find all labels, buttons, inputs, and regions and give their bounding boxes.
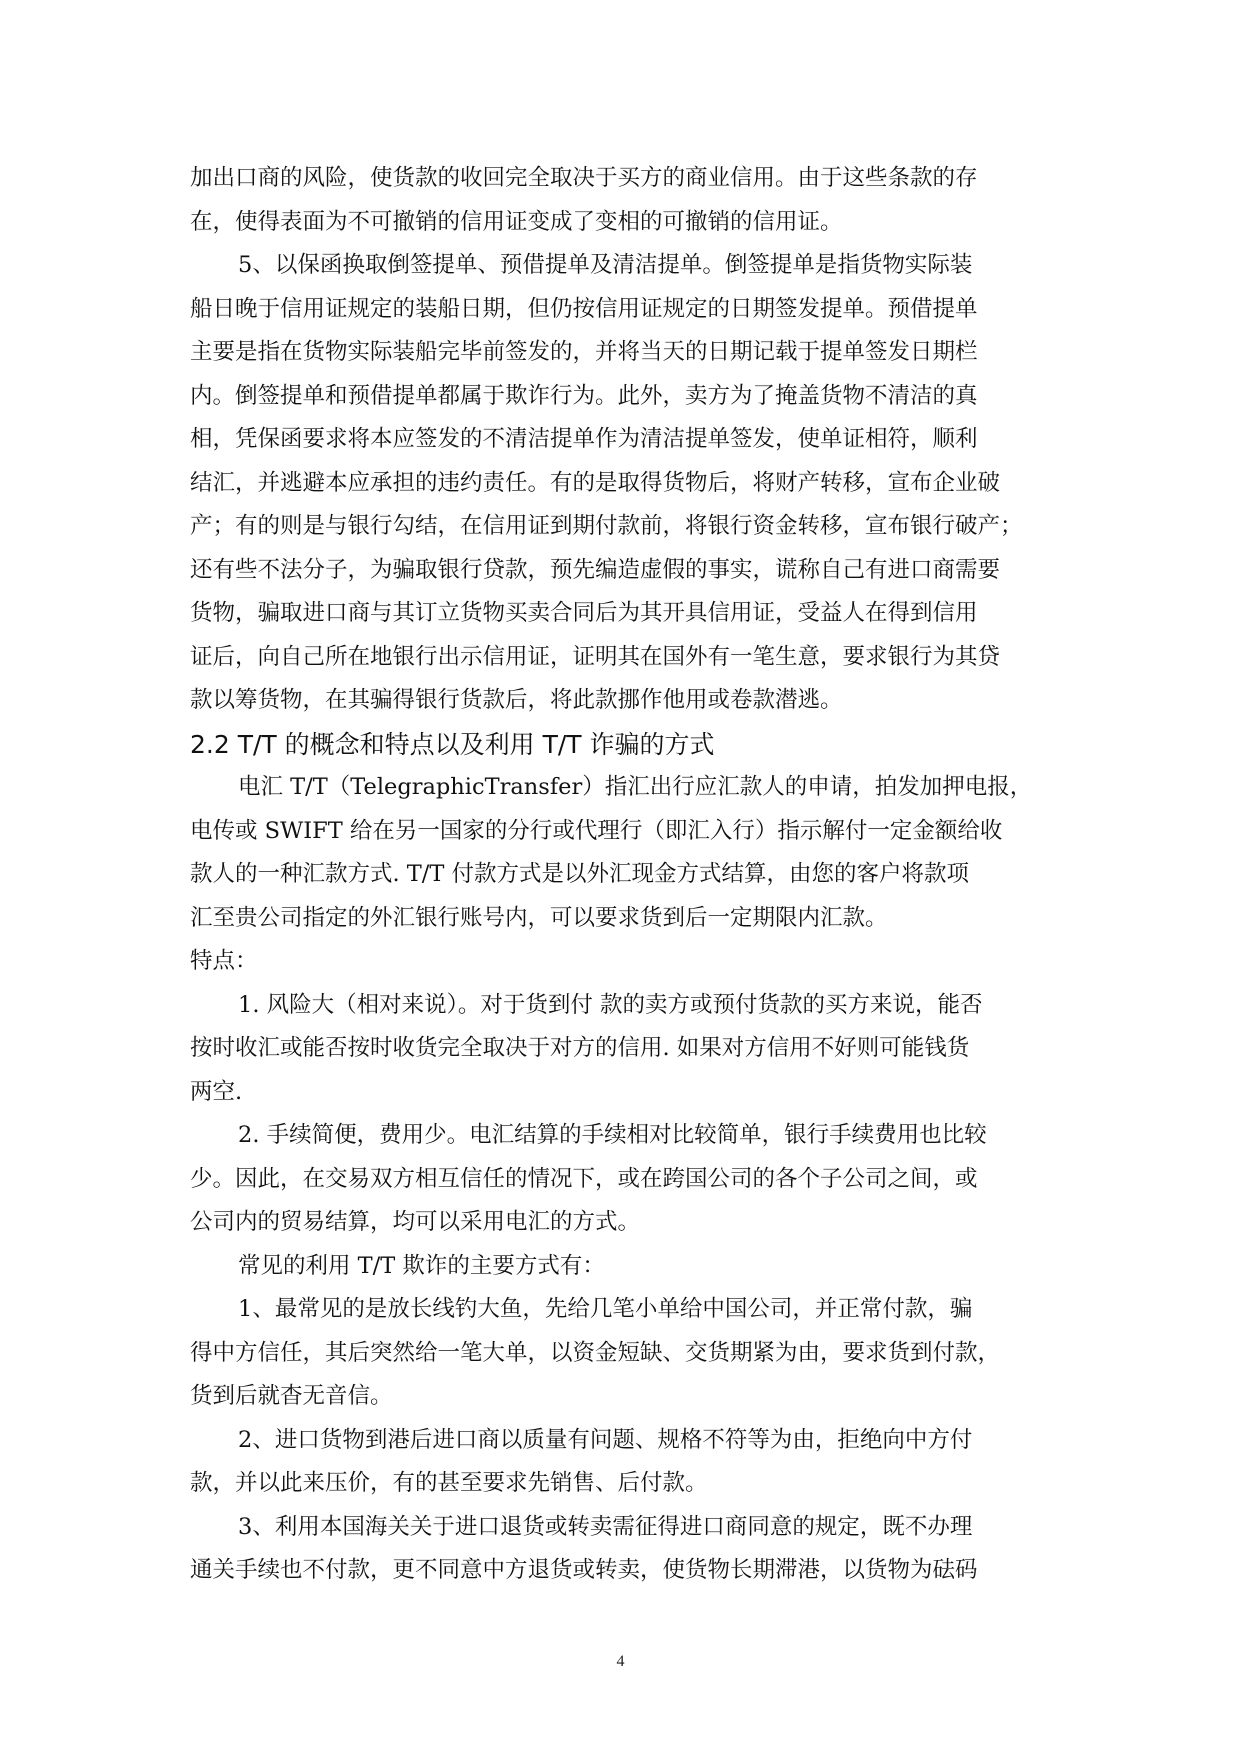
text-line: 相，凭保函要求将本应签发的不清洁提单作为清洁提单签发，使单证相符，顺利 xyxy=(190,426,978,452)
text-line: 通关手续也不付款，更不同意中方退货或转卖，使货物长期滞港，以货物为砝码 xyxy=(190,1557,978,1583)
paragraph-first-line: 1、最常见的是放长线钓大鱼，先给几笔小单给中国公司，并正常付款，骗 xyxy=(238,1296,973,1322)
paragraph-first-line: 3、利用本国海关关于进口退货或转卖需征得进口商同意的规定，既不办理 xyxy=(238,1513,973,1540)
text-line: 主要是指在货物实际装船完毕前签发的，并将当天的日期记载于提单签发日期栏 xyxy=(190,339,978,365)
text-line: 少。因此，在交易双方相互信任的情况下，或在跨国公司的各个子公司之间，或 xyxy=(190,1165,978,1192)
text-line: 汇至贵公司指定的外汇银行账号内，可以要求货到后一定期限内汇款。 xyxy=(190,904,888,931)
paragraph-first-line: 1. 风险大（相对来说）。对于货到付 款的卖方或预付货款的买方来说，能否 xyxy=(238,991,983,1018)
text-line: 款以筹货物，在其骗得银行货款后，将此款挪作他用或卷款潜逃。 xyxy=(190,687,843,713)
paragraph-first-line: 2. 手续简便，费用少。电汇结算的手续相对比较简单，银行手续费用也比较 xyxy=(238,1122,987,1148)
text-line: 证后，向自己所在地银行出示信用证，证明其在国外有一笔生意，要求银行为其贷 xyxy=(190,643,1001,670)
paragraph-first-line: 常见的利用 T/T 欺诈的主要方式有： xyxy=(238,1252,605,1279)
paragraph-first-line: 2、进口货物到港后进口商以质量有问题、规格不符等为由，拒绝向中方付 xyxy=(238,1426,973,1453)
text-line: 货物，骗取进口商与其订立货物买卖合同后为其开具信用证，受益人在得到信用 xyxy=(190,600,978,626)
text-line: 款人的一种汇款方式. T/T 付款方式是以外汇现金方式结算，由您的客户将款项 xyxy=(190,861,970,887)
text-line: 船日晚于信用证规定的装船日期，但仍按信用证规定的日期签发提单。预借提单 xyxy=(190,295,978,322)
text-line: 内。倒签提单和预借提单都属于欺诈行为。此外，卖方为了掩盖货物不清洁的真 xyxy=(190,382,978,409)
text-line: 电传或 SWIFT 给在另一国家的分行或代理行（即汇入行）指示解付一定金额给收 xyxy=(190,817,1003,844)
text-line: 在，使得表面为不可撤销的信用证变成了变相的可撤销的信用证。 xyxy=(190,208,843,235)
text-line: 产；有的则是与银行勾结，在信用证到期付款前，将银行资金转移，宣布银行破产； xyxy=(190,513,1023,539)
paragraph-first-line: 5、以保函换取倒签提单、预借提单及清洁提单。倒签提单是指货物实际装 xyxy=(238,252,973,278)
text-line: 按时收汇或能否按时收货完全取决于对方的信用. 如果对方信用不好则可能钱货 xyxy=(190,1035,970,1061)
paragraph-first-line: 电汇 T/T（TelegraphicTransfer）指汇出行应汇款人的申请，拍发加押电报， xyxy=(238,774,1033,800)
text-line: 还有些不法分子，为骗取银行贷款，预先编造虚假的事实，谎称自己有进口商需要 xyxy=(190,556,1001,583)
document-body xyxy=(190,157,1060,1593)
text-line: 公司内的贸易结算，均可以采用电汇的方式。 xyxy=(190,1209,641,1235)
section-heading: 2.2 T/T 的概念和特点以及利用 T/T 诈骗的方式 xyxy=(190,729,715,759)
page-number: 4 xyxy=(616,1653,625,1670)
text-line: 加出口商的风险，使货款的收回完全取决于买方的商业信用。由于这些条款的存 xyxy=(190,165,978,191)
text-line: 货到后就杳无音信。 xyxy=(190,1383,393,1409)
text-line: 结汇，并逃避本应承担的违约责任。有的是取得货物后，将财产转移，宣布企业破 xyxy=(190,469,1001,496)
text-line: 款，并以此来压价，有的甚至要求先销售、后付款。 xyxy=(190,1470,708,1496)
text-line: 两空. xyxy=(190,1078,243,1105)
text-line: 得中方信任，其后突然给一笔大单，以资金短缺、交货期紧为由，要求货到付款， xyxy=(190,1339,1001,1366)
text-line: 特点： xyxy=(190,948,258,974)
